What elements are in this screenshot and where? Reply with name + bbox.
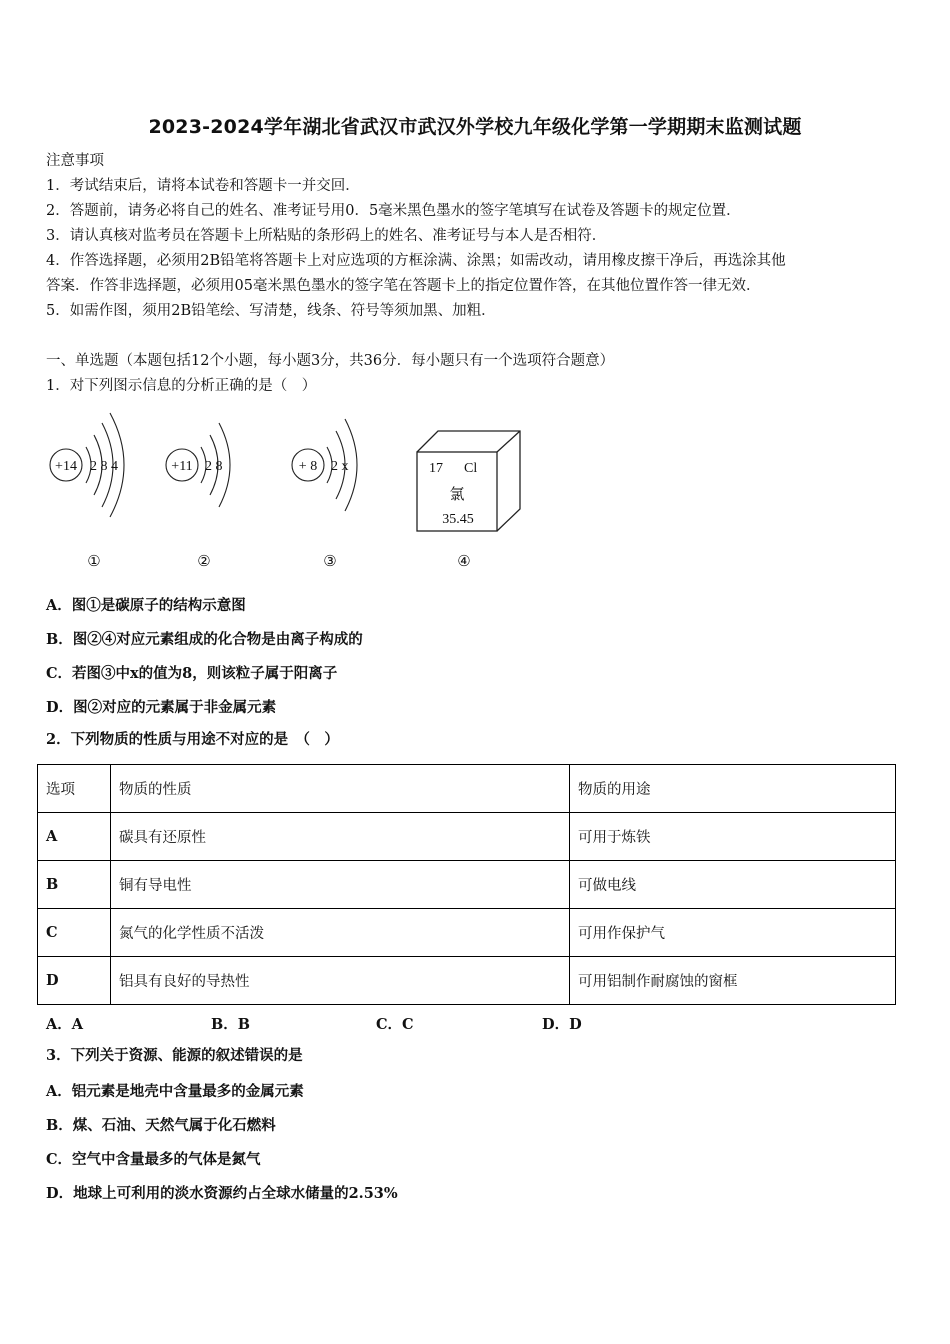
q2-stem: 2．下列物质的性质与用途不对应的是 （ ） [46, 731, 339, 748]
row-a-property: 碳具有还原性 [111, 813, 570, 861]
atom-2-shells: 2 8 [205, 459, 223, 474]
q1-stem: 1．对下列图示信息的分析正确的是（ ） [46, 378, 317, 394]
atom-1-label: ① [87, 554, 101, 570]
atom-3-nucleus: + 8 [298, 459, 318, 474]
element-symbol: Cl [464, 461, 478, 476]
q3-option-b: B．煤、石油、天然气属于化石燃料 [46, 1117, 276, 1134]
notice-line-1: 1．考试结束后，请将本试卷和答题卡一并交回． [46, 178, 360, 194]
page-title: 2023-2024学年湖北省武汉市武汉外学校九年级化学第一学期期末监测试题 [148, 116, 802, 138]
header-option: 选项 [38, 765, 111, 813]
notice-line-6: 5．如需作图，须用2B铅笔绘、写清楚，线条、符号等须加黑、加粗． [46, 303, 496, 319]
element-label: ④ [457, 554, 471, 570]
q2-table [37, 764, 896, 1005]
table-row [38, 861, 896, 909]
row-c-option: C [38, 909, 111, 957]
atom-diagram-3 [292, 419, 357, 570]
atom-diagram-1 [50, 413, 124, 570]
element-mass: 35.45 [442, 512, 474, 527]
atom-2-label: ② [197, 554, 211, 570]
row-d-option: D [38, 957, 111, 1005]
table-header-row [38, 765, 896, 813]
notice-line-5: 答案．作答非选择题，必须用05毫米黑色墨水的签字笔在答题卡上的指定位置作答，在其他位置作答一律无效． [46, 278, 761, 294]
row-d-property: 铝具有良好的导热性 [111, 957, 570, 1005]
atom-diagram-2 [166, 423, 230, 570]
row-c-use: 可用作保护气 [570, 909, 896, 957]
section-heading: 一、单选题（本题包括12个小题，每小题3分，共36分．每小题只有一个选项符合题意） [46, 353, 615, 369]
q1-option-b: B．图②④对应元素组成的化合物是由离子构成的 [46, 631, 363, 648]
notice-line-4: 4．作答选择题，必须用2B铅笔将答题卡上对应选项的方框涂满、涂黑；如需改动，请用橡皮擦干净后，再选涂其他 [46, 253, 786, 269]
row-d-use: 可用铝制作耐腐蚀的窗框 [570, 957, 896, 1005]
q3-stem: 3．下列关于资源、能源的叙述错误的是 [46, 1047, 303, 1064]
notice-heading: 注意事项 [46, 153, 104, 169]
header-property: 物质的性质 [111, 765, 570, 813]
q1-option-c: C．若图③中x的值为8，则该粒子属于阳离子 [46, 665, 338, 682]
q3-option-a: A．铝元素是地壳中含量最多的金属元素 [46, 1083, 304, 1100]
notice-line-3: 3．请认真核对监考员在答题卡上所粘贴的条形码上的姓名、准考证号与本人是否相符． [46, 228, 607, 244]
row-b-option: B [38, 861, 111, 909]
q1-option-a: A．图①是碳原子的结构示意图 [46, 597, 246, 614]
q3-option-c: C．空气中含量最多的气体是氮气 [46, 1151, 261, 1168]
q3-option-d: D．地球上可利用的淡水资源约占全球水储量的2.53% [46, 1185, 398, 1202]
q1-option-d: D．图②对应的元素属于非金属元素 [46, 699, 277, 716]
q2-option-a: A．A [46, 1016, 84, 1033]
row-a-use: 可用于炼铁 [570, 813, 896, 861]
q2-option-b: B．B [211, 1016, 251, 1033]
atom-2-nucleus: +11 [171, 459, 193, 474]
row-b-use: 可做电线 [570, 861, 896, 909]
header-use: 物质的用途 [570, 765, 896, 813]
atom-1-shells: 2 8 4 [90, 459, 118, 474]
notice-line-2: 2．答题前，请务必将自己的姓名、准考证号用0．5毫米黑色墨水的签字笔填写在试卷及答题卡的规定位置． [46, 203, 741, 219]
row-a-option: A [38, 813, 111, 861]
q1-figure [40, 405, 540, 580]
atom-3-label: ③ [323, 554, 337, 570]
q2-option-c: C．C [376, 1016, 414, 1033]
element-number: 17 [429, 461, 443, 476]
atom-1-nucleus: +14 [55, 459, 77, 474]
table-row [38, 909, 896, 957]
row-b-property: 铜有导电性 [111, 861, 570, 909]
atom-3-shells: 2 x [331, 459, 349, 474]
table-row [38, 813, 896, 861]
table-row [38, 957, 896, 1005]
element-cell-chlorine [417, 431, 520, 570]
element-name: 氯 [449, 487, 465, 503]
row-c-property: 氮气的化学性质不活泼 [111, 909, 570, 957]
q2-option-d: D．D [542, 1016, 582, 1033]
